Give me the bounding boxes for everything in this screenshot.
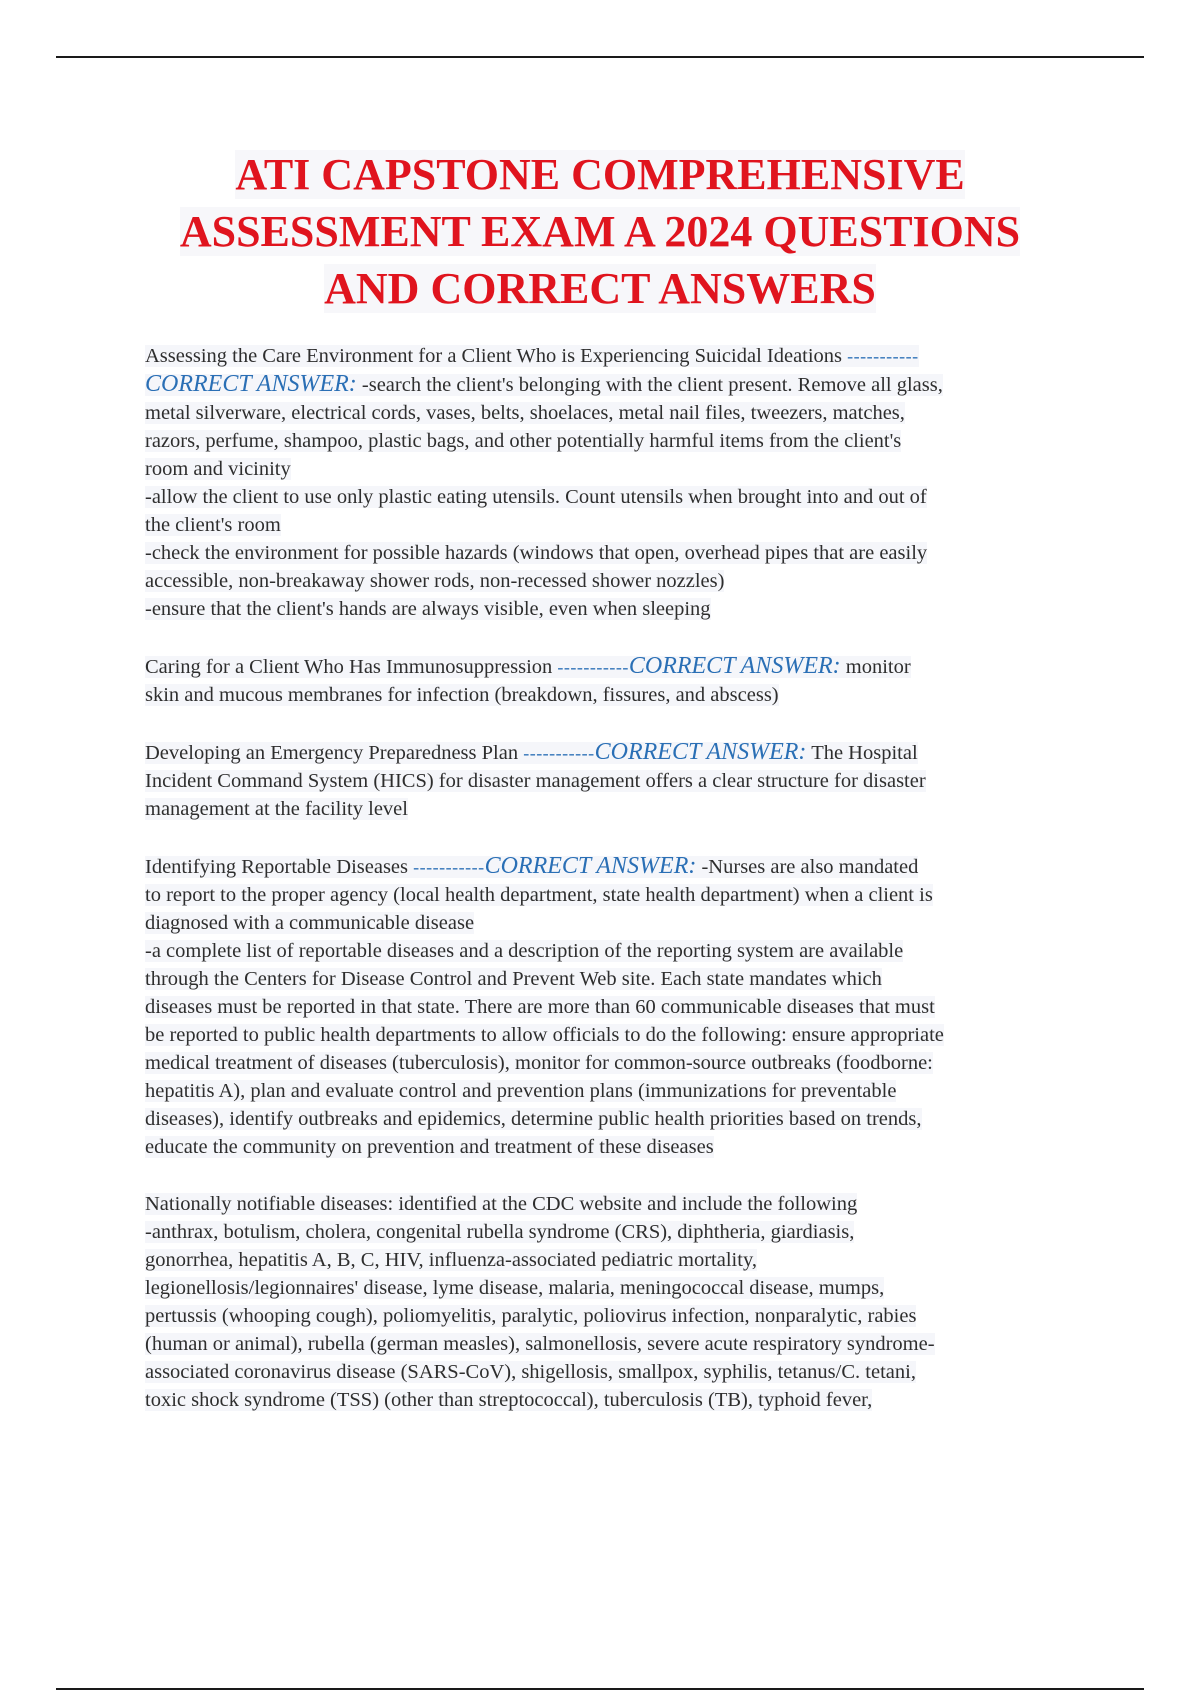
question-text: Assessing the Care Environment for a Client Who is Experiencing Suicidal Ideations bbox=[145, 345, 843, 367]
qa-block-reportable-diseases bbox=[145, 852, 1090, 1161]
notifiable-text: gonorrhea, hepatitis A, B, C, HIV, influenza-associated pediatric mortality, bbox=[145, 1249, 757, 1271]
answer-line bbox=[145, 767, 1090, 795]
answer-text: monitor bbox=[845, 656, 911, 678]
notifiable-text: (human or animal), rubella (german measles), salmonellosis, severe acute respiratory syndrome- bbox=[145, 1333, 935, 1355]
answer-text: diseases must be reported in that state. There are more than 60 communicable diseases that must bbox=[145, 996, 935, 1018]
correct-answer-label: CORRECT ANSWER: bbox=[145, 371, 357, 397]
answer-line bbox=[145, 595, 1090, 623]
correct-answer-label: CORRECT ANSWER: bbox=[628, 653, 841, 679]
notifiable-line bbox=[145, 1246, 1090, 1274]
answer-text: -Nurses are also mandated bbox=[701, 856, 919, 878]
answer-separator: ----------- bbox=[847, 346, 919, 366]
question-text: Developing an Emergency Preparedness Plan bbox=[145, 742, 519, 764]
title-line-3: AND CORRECT ANSWERS bbox=[324, 264, 876, 313]
answer-line bbox=[145, 1133, 1090, 1161]
answer-line bbox=[145, 427, 1090, 455]
answer-separator: ----------- bbox=[523, 743, 595, 763]
notifiable-text: Nationally notifiable diseases: identified at the CDC website and include the following bbox=[145, 1193, 858, 1215]
qa-block-emergency-preparedness bbox=[145, 738, 1090, 823]
document-title bbox=[0, 146, 1200, 317]
title-line-1: ATI CAPSTONE COMPREHENSIVE bbox=[235, 150, 965, 199]
notifiable-line bbox=[145, 1274, 1090, 1302]
answer-text: the client's room bbox=[145, 514, 281, 536]
answer-line bbox=[145, 937, 1090, 965]
answer-line bbox=[145, 399, 1090, 427]
qa-block-suicidal-ideations bbox=[145, 342, 1090, 623]
notifiable-line bbox=[145, 1358, 1090, 1386]
correct-answer-label: CORRECT ANSWER: bbox=[594, 739, 807, 765]
answer-text: razors, perfume, shampoo, plastic bags, and other potentially harmful items from the client's bbox=[145, 430, 902, 452]
answer-line bbox=[145, 795, 1090, 823]
answer-line bbox=[145, 909, 1090, 937]
qa-question-line bbox=[145, 738, 1090, 767]
answer-text: -a complete list of reportable diseases and a description of the reporting system are available bbox=[145, 940, 904, 962]
answer-text: skin and mucous membranes for infection (breakdown, fissures, and abscess) bbox=[145, 684, 779, 706]
notifiable-line bbox=[145, 1218, 1090, 1246]
answer-text: accessible, non-breakaway shower rods, non-recessed shower nozzles) bbox=[145, 570, 725, 592]
notifiable-line bbox=[145, 1330, 1090, 1358]
answer-text: The Hospital bbox=[811, 742, 918, 764]
notifiable-line bbox=[145, 1190, 1090, 1218]
answer-line bbox=[145, 511, 1090, 539]
answer-text: metal silverware, electrical cords, vases, belts, shoelaces, metal nail files, tweezers, matches, bbox=[145, 402, 905, 424]
answer-line bbox=[145, 1049, 1090, 1077]
notifiable-line bbox=[145, 1302, 1090, 1330]
answer-text: -check the environment for possible hazards (windows that open, overhead pipes that are easily bbox=[145, 542, 928, 564]
answer-text: diagnosed with a communicable disease bbox=[145, 912, 475, 934]
answer-text: be reported to public health departments to allow officials to do the following: ensure appropriate bbox=[145, 1024, 944, 1046]
answer-text: hepatitis A), plan and evaluate control and prevention plans (immunizations for preventable bbox=[145, 1080, 897, 1102]
answer-text: room and vicinity bbox=[145, 458, 291, 480]
qa-question-line bbox=[145, 652, 1090, 681]
answer-text: through the Centers for Disease Control and Prevent Web site. Each state mandates which bbox=[145, 968, 882, 990]
qa-block-immunosuppression bbox=[145, 652, 1090, 709]
answer-line bbox=[145, 681, 1090, 709]
bottom-rule bbox=[56, 1688, 1144, 1690]
answer-text: to report to the proper agency (local health department, state health department) when a client is bbox=[145, 884, 933, 906]
answer-line bbox=[145, 1021, 1090, 1049]
answer-line bbox=[145, 881, 1090, 909]
answer-separator: ----------- bbox=[413, 857, 485, 877]
answer-text: Incident Command System (HICS) for disaster management offers a clear structure for disaster bbox=[145, 770, 926, 792]
notifiable-text: toxic shock syndrome (TSS) (other than streptococcal), tuberculosis (TB), typhoid fever, bbox=[145, 1389, 873, 1411]
answer-text: management at the facility level bbox=[145, 798, 408, 820]
answer-text: educate the community on prevention and treatment of these diseases bbox=[145, 1136, 714, 1158]
notifiable-text: associated coronavirus disease (SARS-CoV), shigellosis, smallpox, syphilis, tetanus/C. tetani, bbox=[145, 1361, 916, 1383]
answer-text: diseases), identify outbreaks and epidemics, determine public health priorities based on trends, bbox=[145, 1108, 922, 1130]
qa-question-line bbox=[145, 342, 1090, 370]
answer-text: -ensure that the client's hands are always visible, even when sleeping bbox=[145, 598, 711, 620]
answer-text: -allow the client to use only plastic eating utensils. Count utensils when brought into and out of bbox=[145, 486, 927, 508]
title-line-2: ASSESSMENT EXAM A 2024 QUESTIONS bbox=[179, 207, 1021, 256]
answer-separator: ----------- bbox=[557, 657, 629, 677]
answer-line bbox=[145, 965, 1090, 993]
answer-line bbox=[145, 539, 1090, 567]
answer-line bbox=[145, 483, 1090, 511]
answer-text: -search the client's belonging with the client present. Remove all glass, bbox=[361, 374, 943, 396]
answer-line bbox=[145, 993, 1090, 1021]
notifiable-text: legionellosis/legionnaires' disease, lyme disease, malaria, meningococcal disease, mumps, bbox=[145, 1277, 885, 1299]
notifiable-text: -anthrax, botulism, cholera, congenital rubella syndrome (CRS), diphtheria, giardiasis, bbox=[145, 1221, 855, 1243]
notifiable-text: pertussis (whooping cough), poliomyelitis, paralytic, poliovirus infection, nonparalytic, rabies bbox=[145, 1305, 917, 1327]
answer-line bbox=[145, 370, 1090, 399]
question-text: Caring for a Client Who Has Immunosuppression bbox=[145, 656, 553, 678]
notifiable-diseases-block bbox=[145, 1190, 1090, 1414]
notifiable-line bbox=[145, 1386, 1090, 1414]
question-text: Identifying Reportable Diseases bbox=[145, 856, 409, 878]
qa-question-line bbox=[145, 852, 1090, 881]
correct-answer-label: CORRECT ANSWER: bbox=[484, 853, 697, 879]
answer-line bbox=[145, 1105, 1090, 1133]
document-body bbox=[145, 342, 1090, 1443]
top-rule bbox=[56, 56, 1144, 58]
answer-text: medical treatment of diseases (tuberculosis), monitor for common-source outbreaks (foodborne: bbox=[145, 1052, 933, 1074]
answer-line bbox=[145, 455, 1090, 483]
answer-line bbox=[145, 1077, 1090, 1105]
answer-line bbox=[145, 567, 1090, 595]
